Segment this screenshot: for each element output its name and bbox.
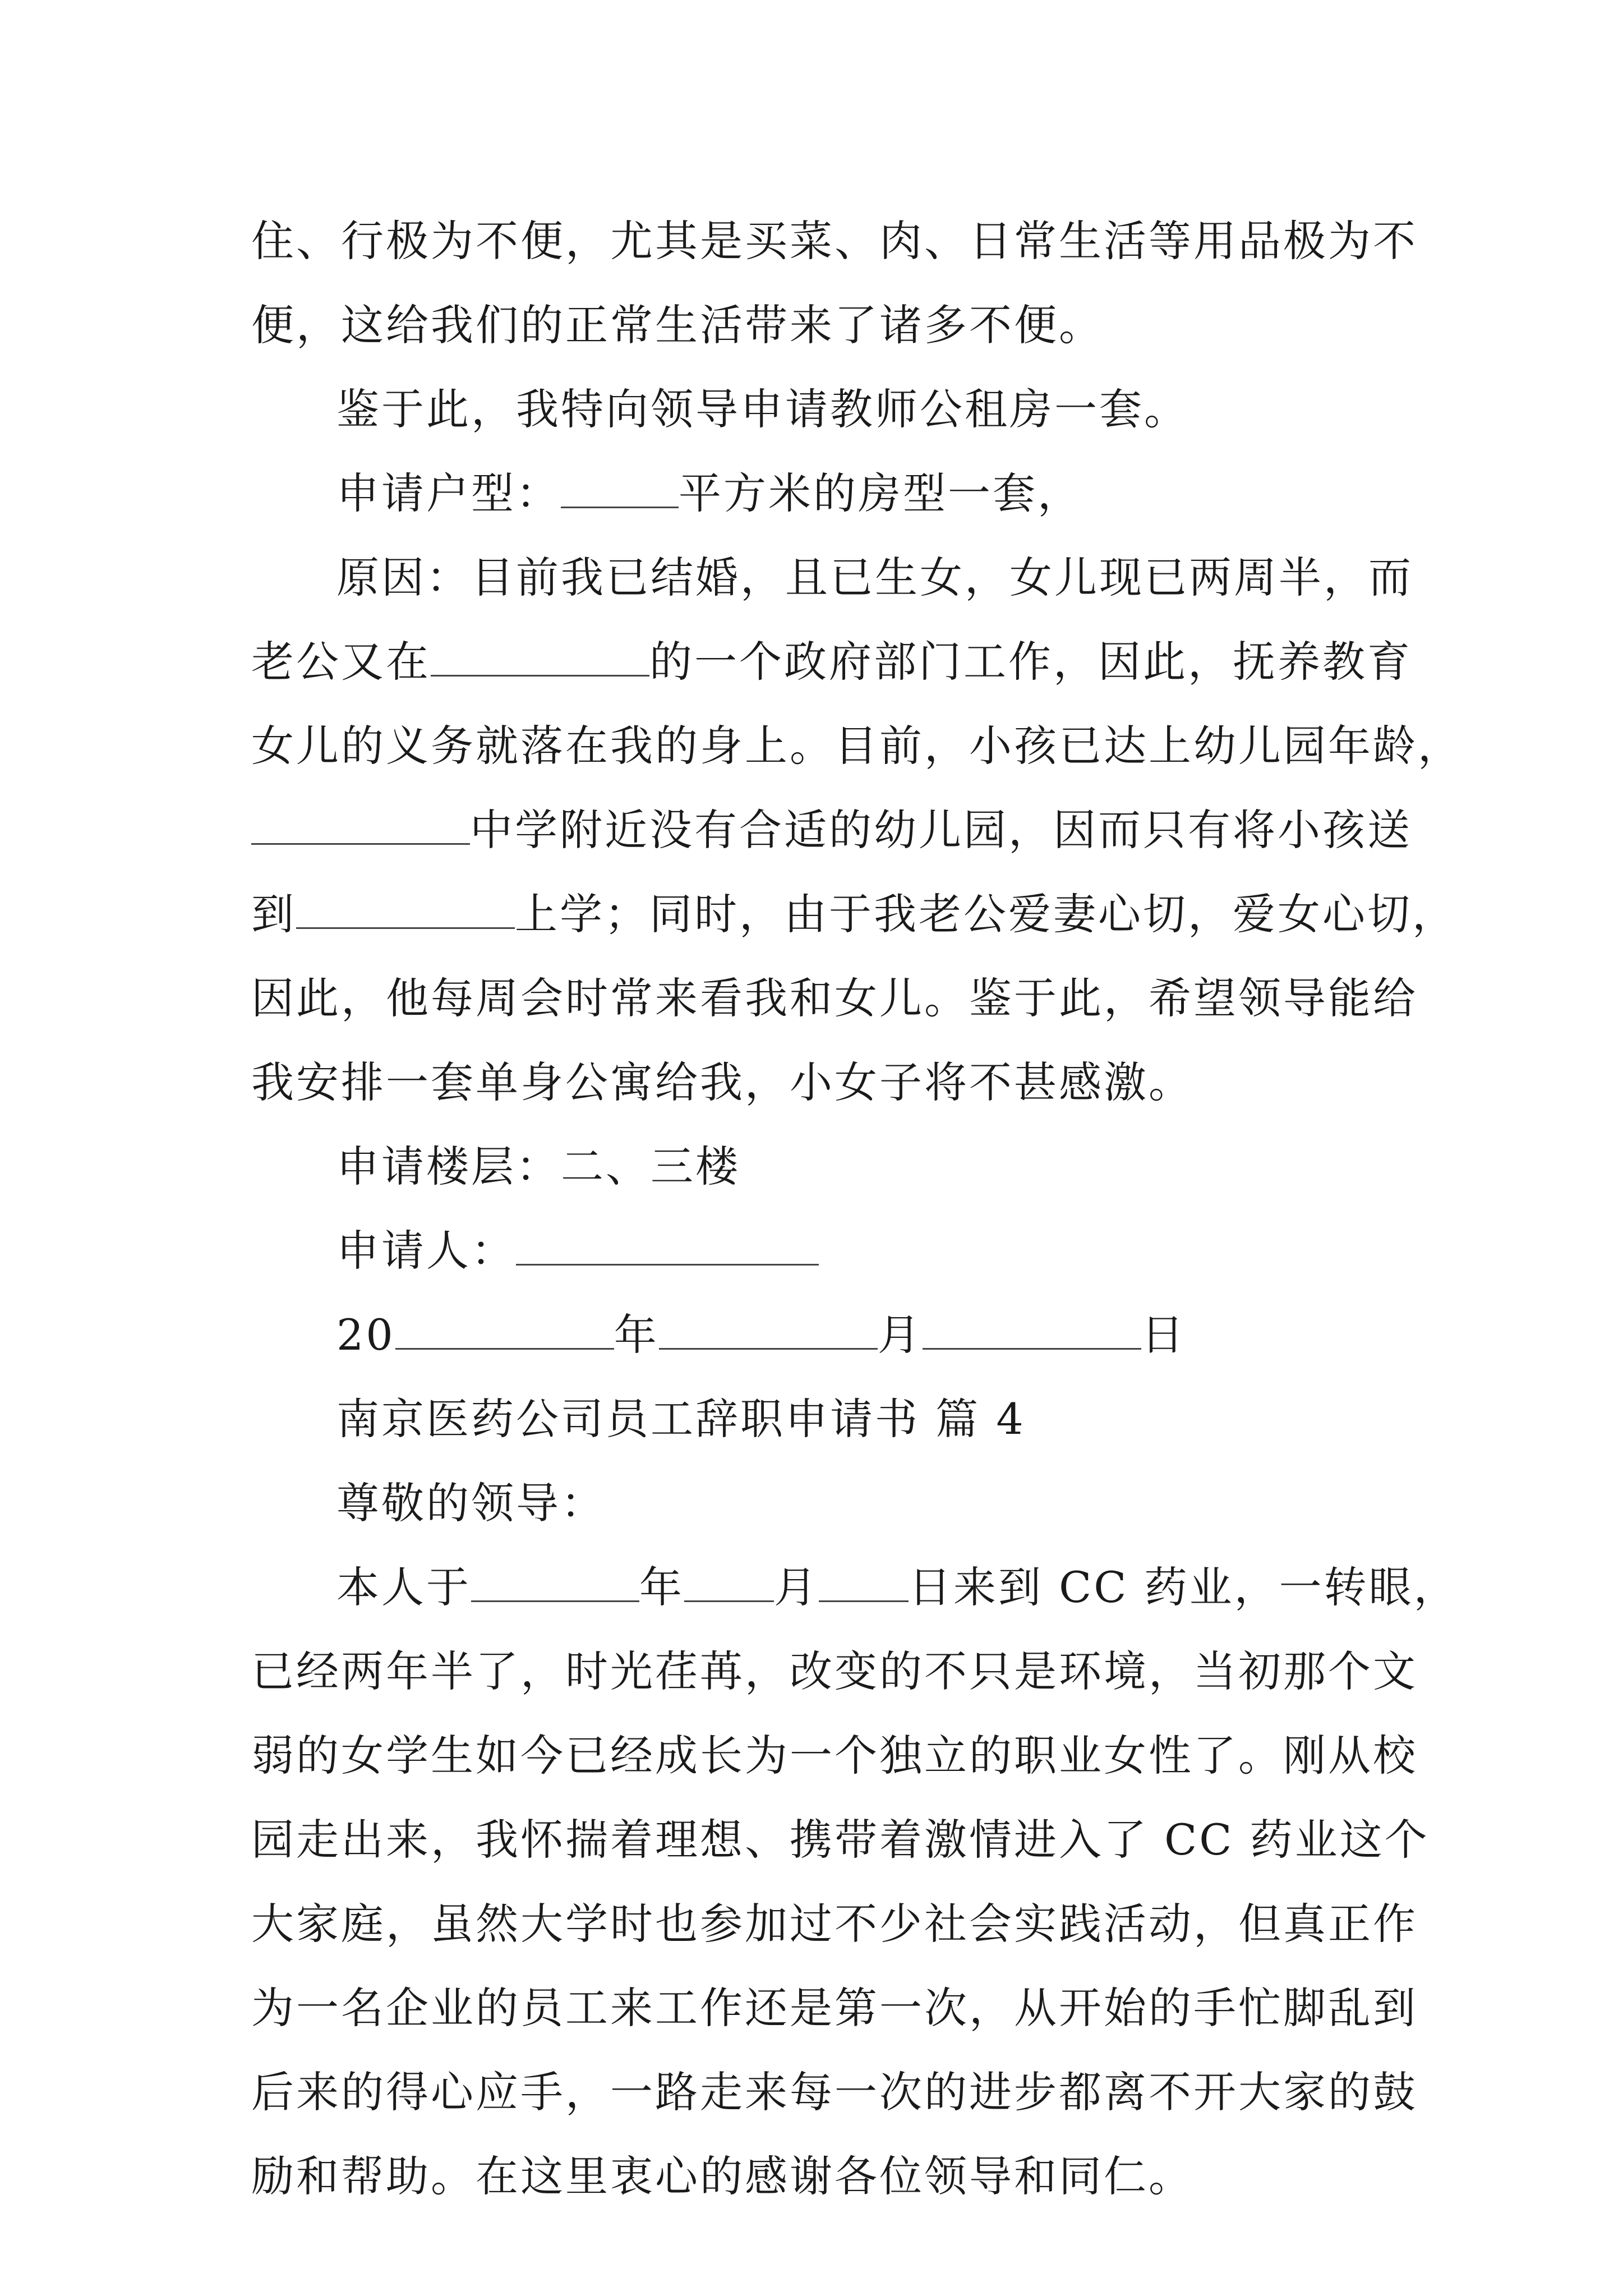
paragraph-line (251, 956, 1418, 1041)
line-text: 的一个政府部门工作，因此，抚养教育 (649, 637, 1412, 687)
fill-in-blank (659, 1314, 878, 1350)
line-text: 年 (614, 1310, 659, 1360)
line-text: 日 (1141, 1310, 1186, 1360)
line-text: 南京医药公司员工辞职申请书 篇 4 (336, 1394, 1026, 1444)
line-text: 后来的得心应手，一路走来每一次的进步都离不开大家的鼓 (251, 2067, 1418, 2117)
line-text: 便，这给我们的正常生活带来了诸多不便。 (251, 300, 1104, 350)
apply-floor-line (336, 1125, 740, 1209)
paragraph-line (336, 1545, 1459, 1630)
line-text: 励和帮助。在这里衷心的感谢各位领导和同仁。 (251, 2151, 1193, 2201)
fill-in-blank (516, 1230, 819, 1266)
line-text: 年 (639, 1562, 684, 1612)
paragraph-line (251, 2134, 1193, 2219)
paragraph-line (251, 283, 1104, 367)
paragraph-line (251, 788, 1412, 872)
fill-in-blank (684, 1567, 774, 1602)
fill-in-blank (431, 641, 649, 677)
line-text: 大家庭，虽然大学时也参加过不少社会实践活动，但真正作 (251, 1899, 1418, 1949)
date-line (336, 1293, 1186, 1377)
fill-in-blank (561, 473, 679, 508)
line-text: 月 (877, 1310, 923, 1360)
paragraph-line (251, 872, 1457, 956)
line-text: 因此，他每周会时常来看我和女儿。鉴于此，希望领导能给 (251, 973, 1418, 1023)
line-text: 为一名企业的员工来工作还是第一次，从开始的手忙脚乱到 (251, 1983, 1418, 2033)
line-text: 到 (251, 889, 296, 939)
fill-in-blank (471, 1567, 639, 1602)
paragraph-line (251, 1630, 1418, 1714)
line-text: 已经两年半了，时光荏苒，改变的不只是环境，当初那个文 (251, 1646, 1418, 1696)
fill-in-blank (251, 809, 470, 845)
line-text: 园走出来，我怀揣着理想、携带着激情进入了 CC 药业这个 (251, 1815, 1430, 1865)
line-text: 老公又在 (251, 637, 431, 687)
line-text: 申请楼层：二、三楼 (336, 1142, 740, 1191)
line-text: 上学；同时，由于我老公爱妻心切，爱女心切， (515, 889, 1457, 939)
line-text: 原因：目前我已结婚，且已生女，女儿现已两周半，而 (336, 553, 1413, 602)
paragraph-line (251, 1882, 1418, 1966)
salutation (336, 1461, 606, 1545)
line-text: 女儿的义务就落在我的身上。目前，小孩已达上幼儿园年龄， (251, 721, 1463, 771)
line-text: 20 (336, 1310, 395, 1360)
paragraph-line (251, 2050, 1418, 2134)
line-text: 申请户型： (336, 468, 561, 518)
line-text: 弱的女学生如今已经成长为一个独立的职业女性了。刚从校 (251, 1731, 1418, 1780)
paragraph-line (251, 199, 1418, 283)
paragraph-line (336, 367, 1189, 452)
line-text: 鉴于此，我特向领导申请教师公租房一套。 (336, 384, 1189, 434)
fill-in-blank (395, 1314, 614, 1350)
section-title (336, 1377, 1026, 1461)
fill-in-blank (819, 1567, 909, 1602)
fill-in-blank (296, 894, 515, 929)
line-text: 本人于 (336, 1562, 471, 1612)
line-text: 尊敬的领导： (336, 1478, 606, 1528)
paragraph-line (336, 536, 1413, 620)
line-text: 中学附近没有合适的幼儿园，因而只有将小孩送 (470, 805, 1412, 855)
paragraph-line (251, 620, 1412, 704)
apply-unit-type-line (336, 452, 1082, 536)
line-text: 平方米的房型一套， (679, 468, 1082, 518)
line-text: 申请人： (336, 1226, 516, 1276)
paragraph-line (251, 1966, 1418, 2050)
line-text: 日来到 CC 药业，一转眼， (909, 1562, 1459, 1612)
fill-in-blank (923, 1314, 1141, 1350)
applicant-line (336, 1209, 819, 1293)
paragraph-line (251, 1714, 1418, 1798)
paragraph-line (251, 704, 1463, 788)
paragraph-line (251, 1798, 1430, 1882)
paragraph-line (251, 1041, 1193, 1125)
line-text: 我安排一套单身公寓给我，小女子将不甚感激。 (251, 1057, 1193, 1107)
line-text: 月 (774, 1562, 819, 1612)
line-text: 住、行极为不便，尤其是买菜、肉、日常生活等用品极为不 (251, 216, 1418, 266)
